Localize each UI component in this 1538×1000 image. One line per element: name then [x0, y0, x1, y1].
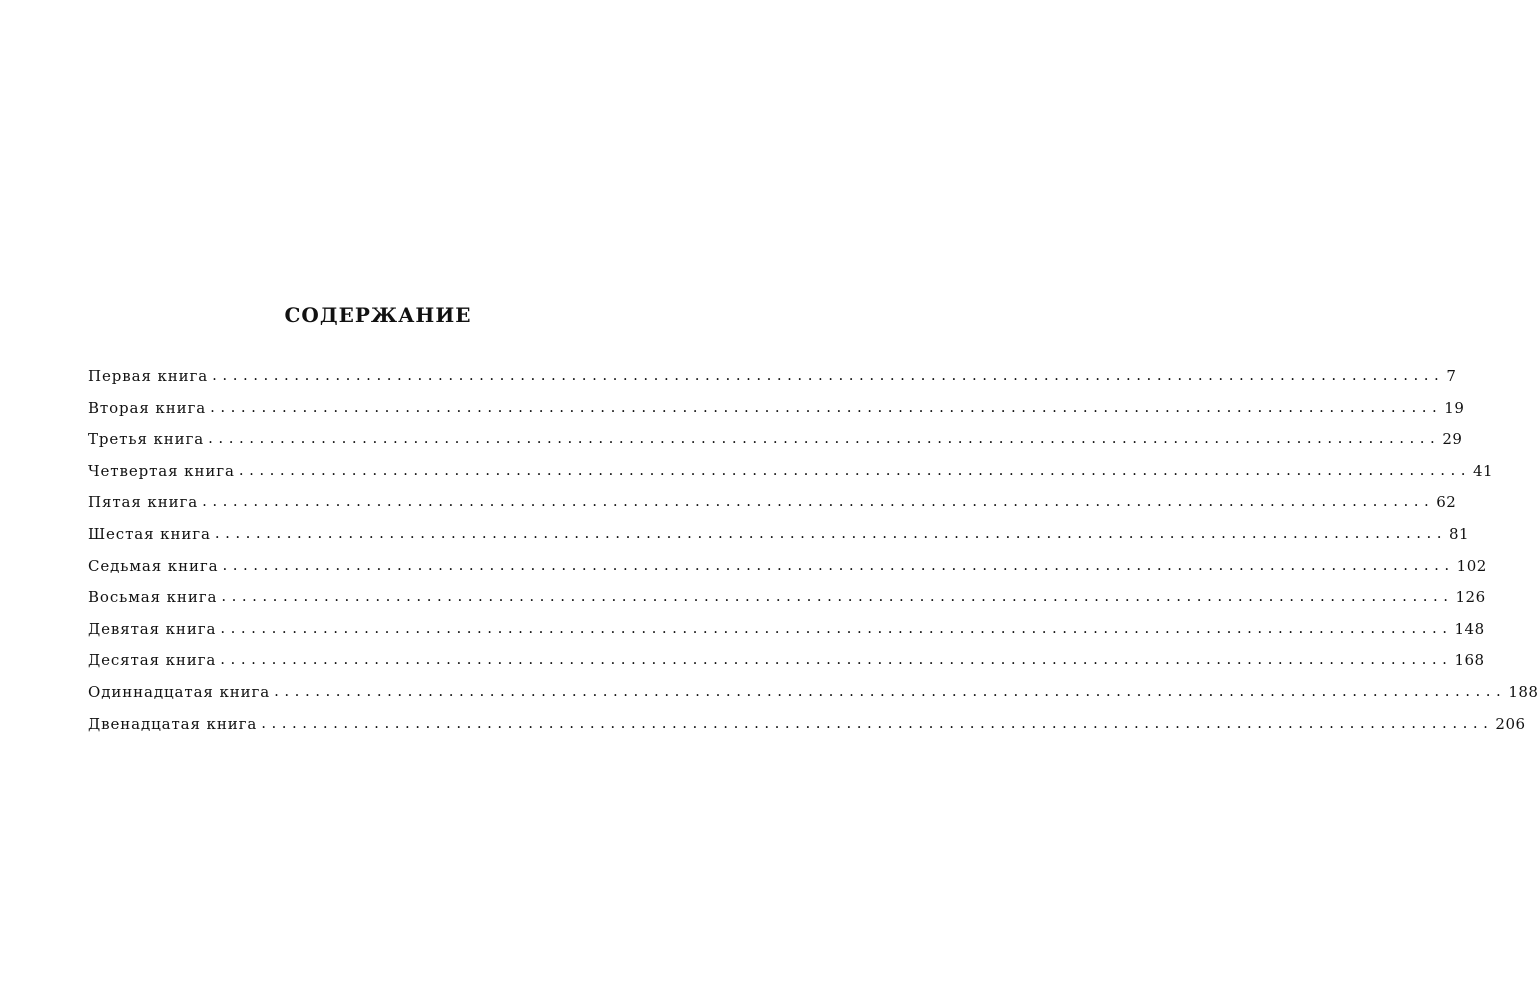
toc-entry-label: Третья книга [88, 430, 205, 449]
toc-entry-label: Первая книга [88, 367, 209, 385]
toc-entry-page: 168 [1454, 651, 1485, 670]
toc-entry-label: Двенадцатая книга [88, 714, 258, 733]
toc-entry-page: 29 [1442, 430, 1463, 449]
toc-entry [88, 460, 1494, 494]
toc-entry-page: 41 [1473, 461, 1494, 480]
dot-leader: ........................................................................................................................ [238, 460, 1472, 479]
dot-leader: ........................................................................................................................ [212, 366, 1445, 384]
toc-entry-label: Четвертая книга [88, 461, 235, 480]
toc-entry-label: Девятая книга [88, 619, 217, 638]
toc-entry [88, 713, 1526, 747]
toc-entry-label: Вторая книга [88, 398, 207, 417]
dot-leader: ........................................................................................................................ [261, 713, 1494, 732]
toc-entry-page: 188 [1508, 682, 1538, 701]
toc-entry [88, 681, 1538, 715]
dot-leader: ........................................................................................................................ [274, 681, 1507, 700]
toc-entry [88, 492, 1457, 525]
toc-entry-page: 126 [1455, 588, 1486, 607]
toc-entry-label: Одиннадцатая книга [88, 682, 271, 701]
toc-entry [88, 429, 1463, 462]
toc-entry-label: Восьмая книга [88, 588, 218, 607]
toc-entry-page: 148 [1454, 619, 1485, 638]
toc-entry [88, 397, 1465, 431]
toc-entry-page: 7 [1446, 367, 1457, 385]
page-title: СОДЕРЖАНИЕ [284, 303, 472, 327]
table-of-contents [88, 366, 1538, 746]
toc-entry [88, 587, 1486, 620]
toc-entry-page: 81 [1449, 524, 1470, 543]
dot-leader: ........................................................................................................................ [202, 492, 1435, 511]
toc-entry-label: Пятая книга [88, 493, 199, 512]
toc-entry [88, 523, 1470, 557]
toc-entry-label: Седьмая книга [88, 556, 219, 575]
toc-entry-page: 19 [1444, 398, 1465, 417]
toc-entry [88, 618, 1485, 652]
dot-leader: ........................................................................................................................ [208, 429, 1441, 448]
dot-leader: ........................................................................................................................ [220, 650, 1453, 669]
dot-leader: ........................................................................................................................ [220, 618, 1453, 637]
toc-entry [88, 366, 1457, 399]
dot-leader: ........................................................................................................................ [214, 523, 1448, 542]
toc-entry-page: 206 [1495, 714, 1526, 733]
toc-entry-page: 62 [1436, 493, 1457, 512]
dot-leader: ........................................................................................................................ [210, 397, 1443, 416]
toc-entry-label: Десятая книга [88, 651, 217, 670]
dot-leader: ........................................................................................................................ [221, 587, 1454, 606]
toc-entry [88, 650, 1485, 683]
toc-entry-label: Шестая книга [88, 524, 211, 543]
toc-entry [88, 555, 1487, 589]
dot-leader: ........................................................................................................................ [222, 555, 1455, 574]
toc-entry-page: 102 [1456, 556, 1487, 575]
